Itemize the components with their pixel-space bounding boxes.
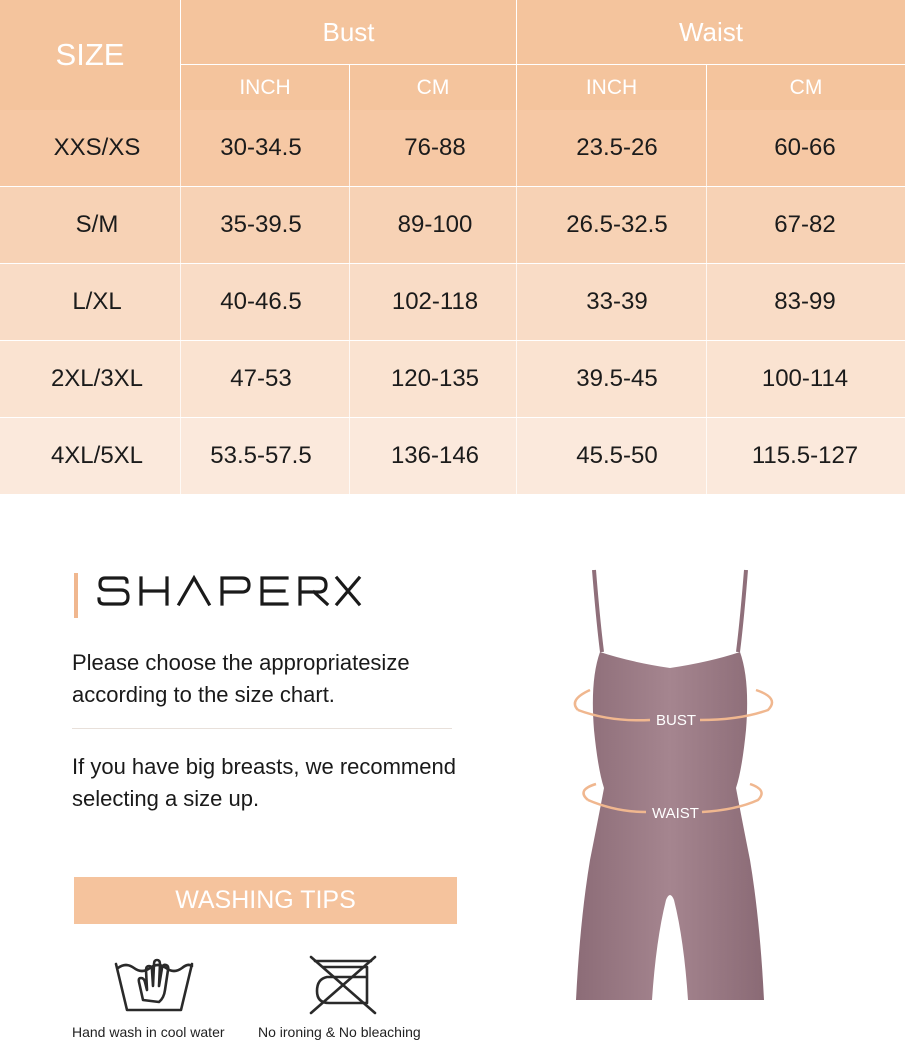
hand-wash-icon xyxy=(113,948,195,1016)
bust-cm-header: CM xyxy=(350,65,516,110)
bust-label: BUST xyxy=(656,712,697,729)
size-cell: XXS/XS xyxy=(53,134,141,161)
bust-inch-cell: 40-46.5 xyxy=(220,288,302,315)
waist-inch-cell: 39.5-45 xyxy=(576,365,658,392)
washing-tips-banner: WASHING TIPS xyxy=(74,877,457,924)
bust-inch-cell: 35-39.5 xyxy=(220,211,302,238)
size-advice-text: Please choose the appropriatesize according to the size chart. xyxy=(72,650,410,707)
table-row xyxy=(0,264,905,340)
table-row xyxy=(0,341,905,417)
bodysuit-figure xyxy=(560,560,790,1010)
waist-label: WAIST xyxy=(652,805,699,822)
waist-cm-header: CM xyxy=(707,65,905,110)
no-ironing-caption: No ironing & No bleaching xyxy=(258,1024,421,1040)
big-bust-advice-text: If you have big breasts, we recommend selecting a size up. xyxy=(72,754,456,811)
waist-cm-cell: 115.5-127 xyxy=(751,442,859,469)
size-chart-table xyxy=(0,0,905,494)
brand-logo xyxy=(97,572,362,622)
bust-cm-cell: 89-100 xyxy=(397,211,473,238)
size-cell: 4XL/5XL xyxy=(50,442,144,469)
divider xyxy=(72,728,452,729)
column-divider xyxy=(180,0,181,494)
waist-cm-cell: 60-66 xyxy=(774,134,836,161)
bodysuit-image xyxy=(560,560,790,1010)
size-cell: S/M xyxy=(75,211,119,238)
bust-group-header: Bust xyxy=(181,0,516,64)
bust-cm-cell: 102-118 xyxy=(391,288,479,315)
waist-inch-header: INCH xyxy=(517,65,706,110)
bust-cm-cell: 136-146 xyxy=(390,442,480,469)
size-cell: 2XL/3XL xyxy=(50,365,144,392)
bust-inch-header: INCH xyxy=(181,65,349,110)
table-row xyxy=(0,110,905,186)
shaperx-logo-icon xyxy=(97,572,362,612)
waist-inch-cell: 26.5-32.5 xyxy=(566,211,668,238)
header-divider xyxy=(181,64,905,65)
waist-inch-cell: 23.5-26 xyxy=(576,134,658,161)
waist-cm-cell: 100-114 xyxy=(761,365,849,392)
no-ironing-no-bleaching-icon xyxy=(307,953,379,1017)
waist-cm-cell: 67-82 xyxy=(774,211,836,238)
bust-cm-cell: 120-135 xyxy=(390,365,480,392)
table-row xyxy=(0,418,905,494)
size-cell: L/XL xyxy=(72,288,122,315)
waist-inch-cell: 45.5-50 xyxy=(576,442,658,469)
bust-cm-cell: 76-88 xyxy=(404,134,466,161)
brand-accent-bar xyxy=(74,573,78,618)
column-divider xyxy=(706,65,707,494)
waist-group-header: Waist xyxy=(517,0,905,64)
column-divider xyxy=(349,65,350,494)
bust-inch-cell: 47-53 xyxy=(230,365,292,392)
bust-inch-cell: 30-34.5 xyxy=(220,134,302,161)
waist-inch-cell: 33-39 xyxy=(586,288,648,315)
hand-wash-caption: Hand wash in cool water xyxy=(72,1024,225,1040)
size-header: SIZE xyxy=(0,0,180,110)
table-row xyxy=(0,187,905,263)
bust-inch-cell: 53.5-57.5 xyxy=(210,442,312,469)
column-divider xyxy=(516,0,517,494)
waist-cm-cell: 83-99 xyxy=(774,288,836,315)
